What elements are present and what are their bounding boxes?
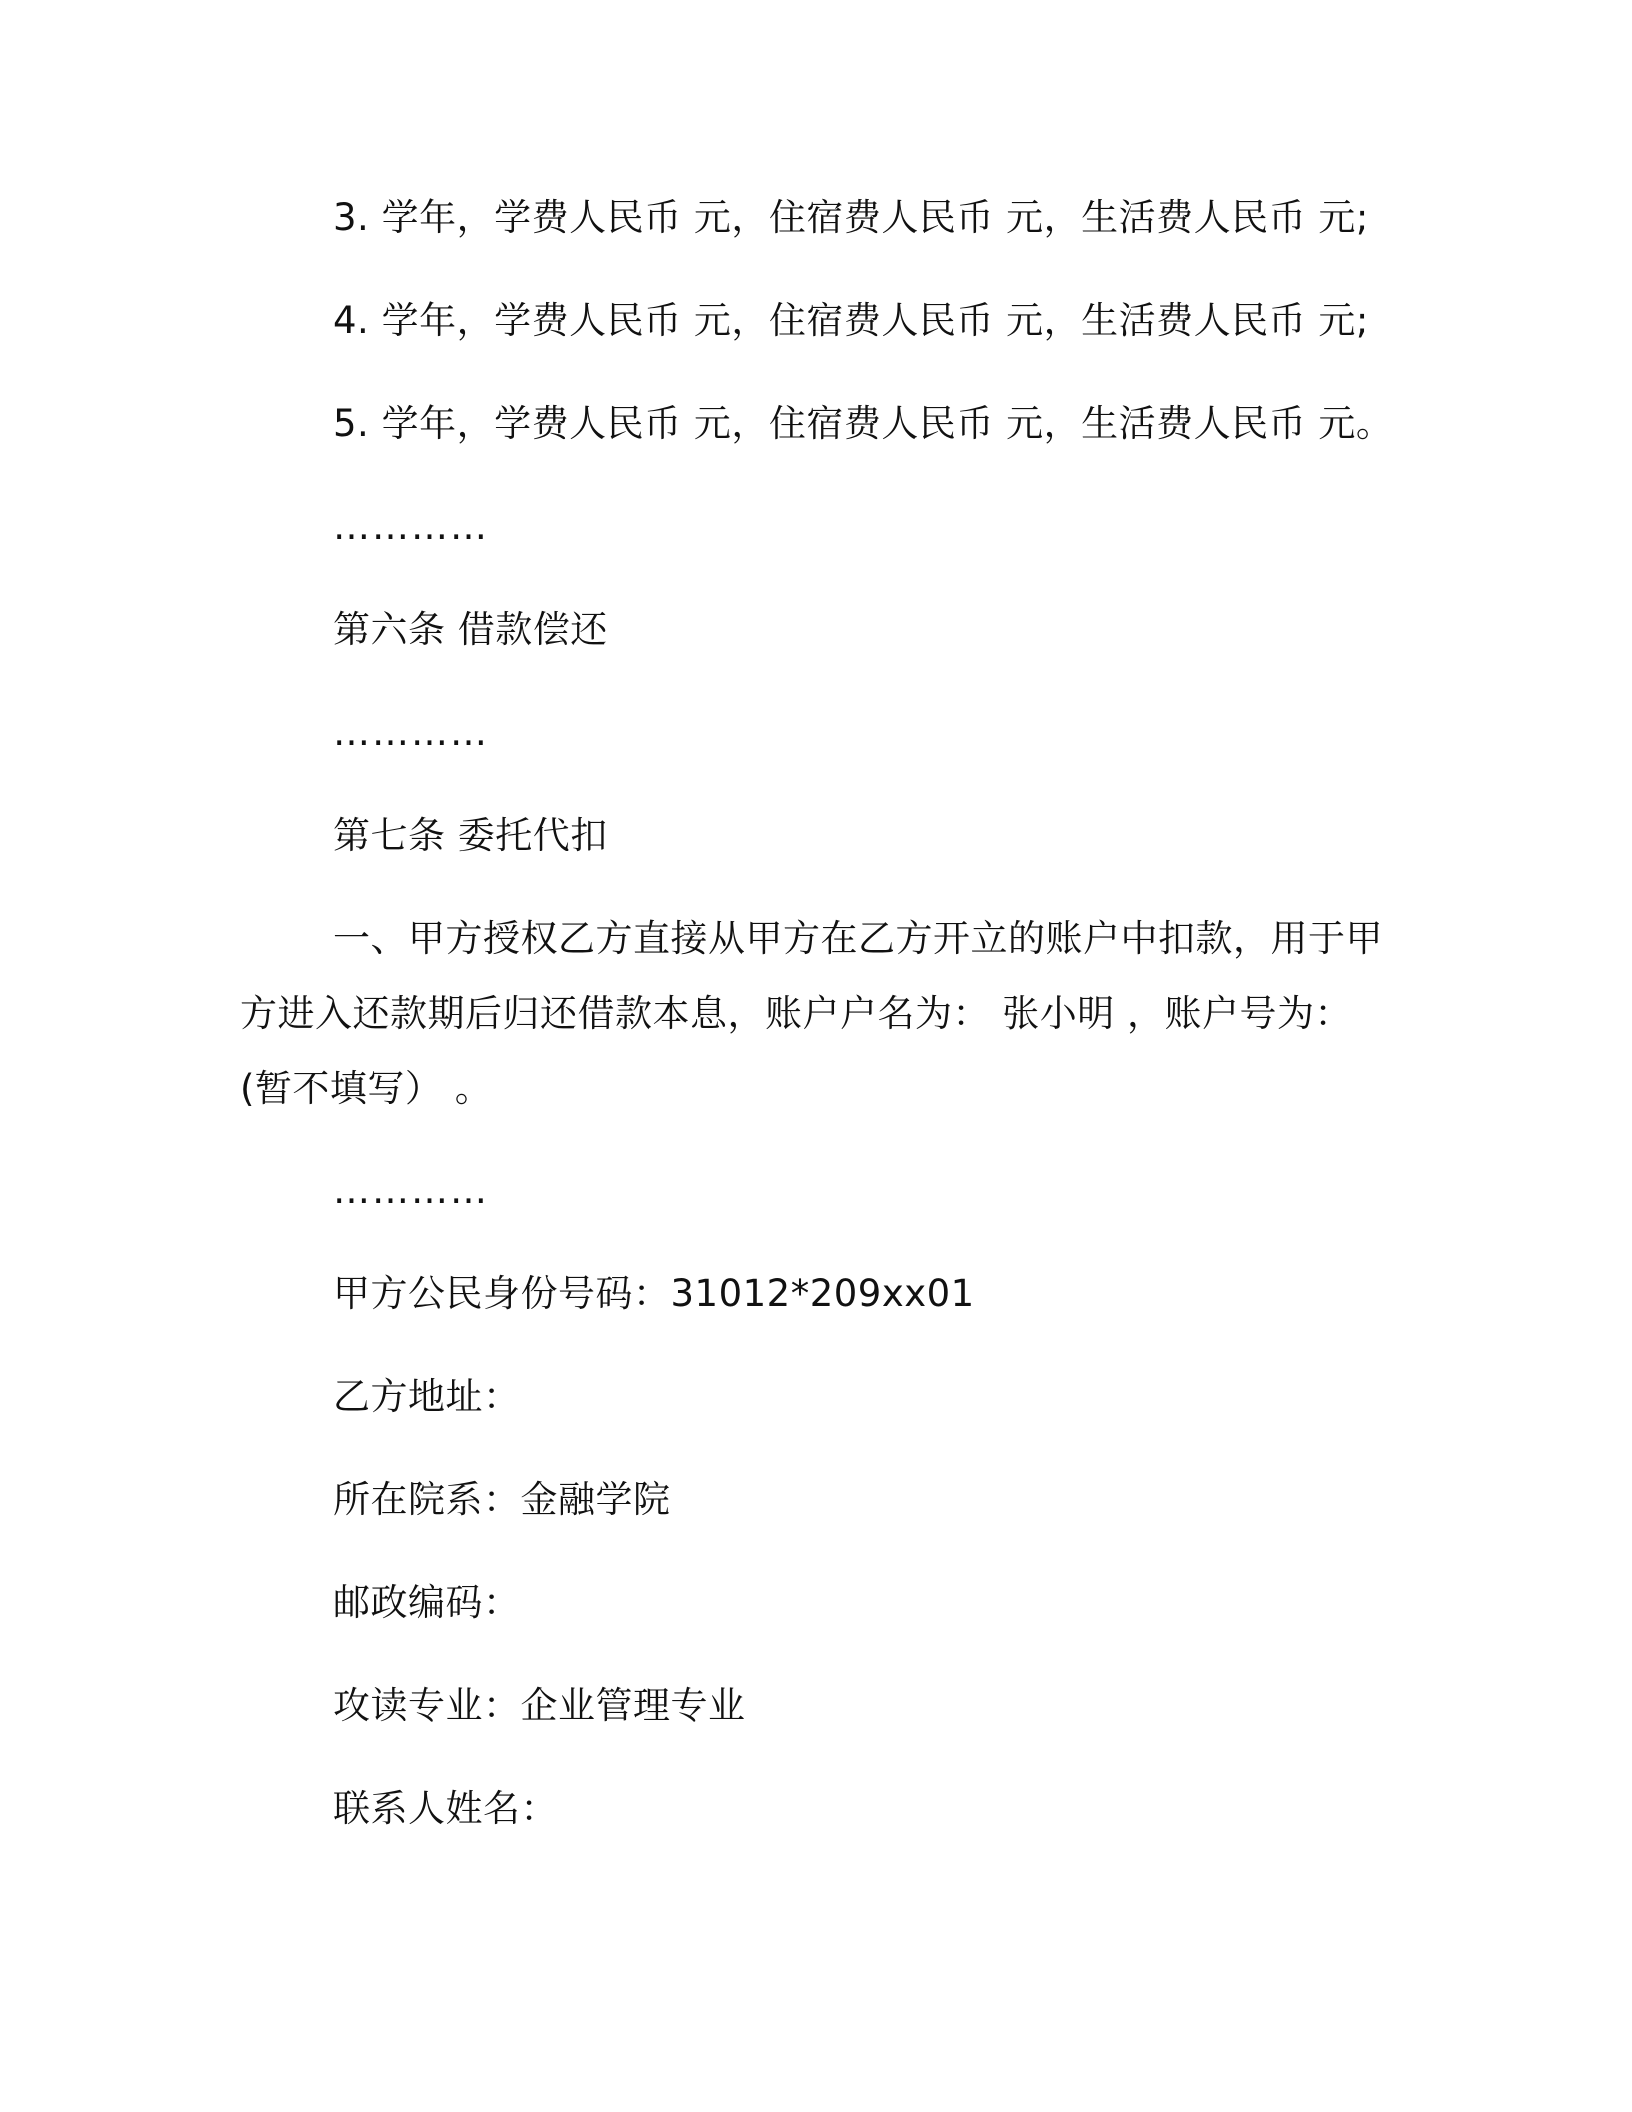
ellipsis-2: ………… [333,711,489,754]
contact-name-field: 联系人姓名： [333,1787,558,1830]
article-7-para-line-3: (暂不填写） 。 [240,1067,493,1110]
article-7-para-line-2: 方进入还款期后归还借款本息，账户户名为： 张小明 ，账户号为： [240,992,1353,1035]
department-field: 所在院系：金融学院 [333,1478,671,1521]
article-7-para-line-1: 一、甲方授权乙方直接从甲方在乙方开立的账户中扣款，用于甲 [333,917,1383,960]
address-field: 乙方地址： [333,1375,521,1418]
id-number-field: 甲方公民身份号码：31012*209xx01 [333,1272,975,1315]
article-6-title: 第六条 借款偿还 [333,608,608,651]
year-line-5: 5. 学年，学费人民币 元，住宿费人民币 元，生活费人民币 元。 [333,402,1394,445]
postal-code-field: 邮政编码： [333,1581,521,1624]
year-line-3: 3. 学年，学费人民币 元，住宿费人民币 元，生活费人民币 元; [333,196,1369,239]
article-7-title: 第七条 委托代扣 [333,814,608,857]
year-line-4: 4. 学年，学费人民币 元，住宿费人民币 元，生活费人民币 元; [333,299,1369,342]
ellipsis-1: ………… [333,505,489,548]
ellipsis-3: ………… [333,1169,489,1212]
major-field: 攻读专业：企业管理专业 [333,1684,746,1727]
